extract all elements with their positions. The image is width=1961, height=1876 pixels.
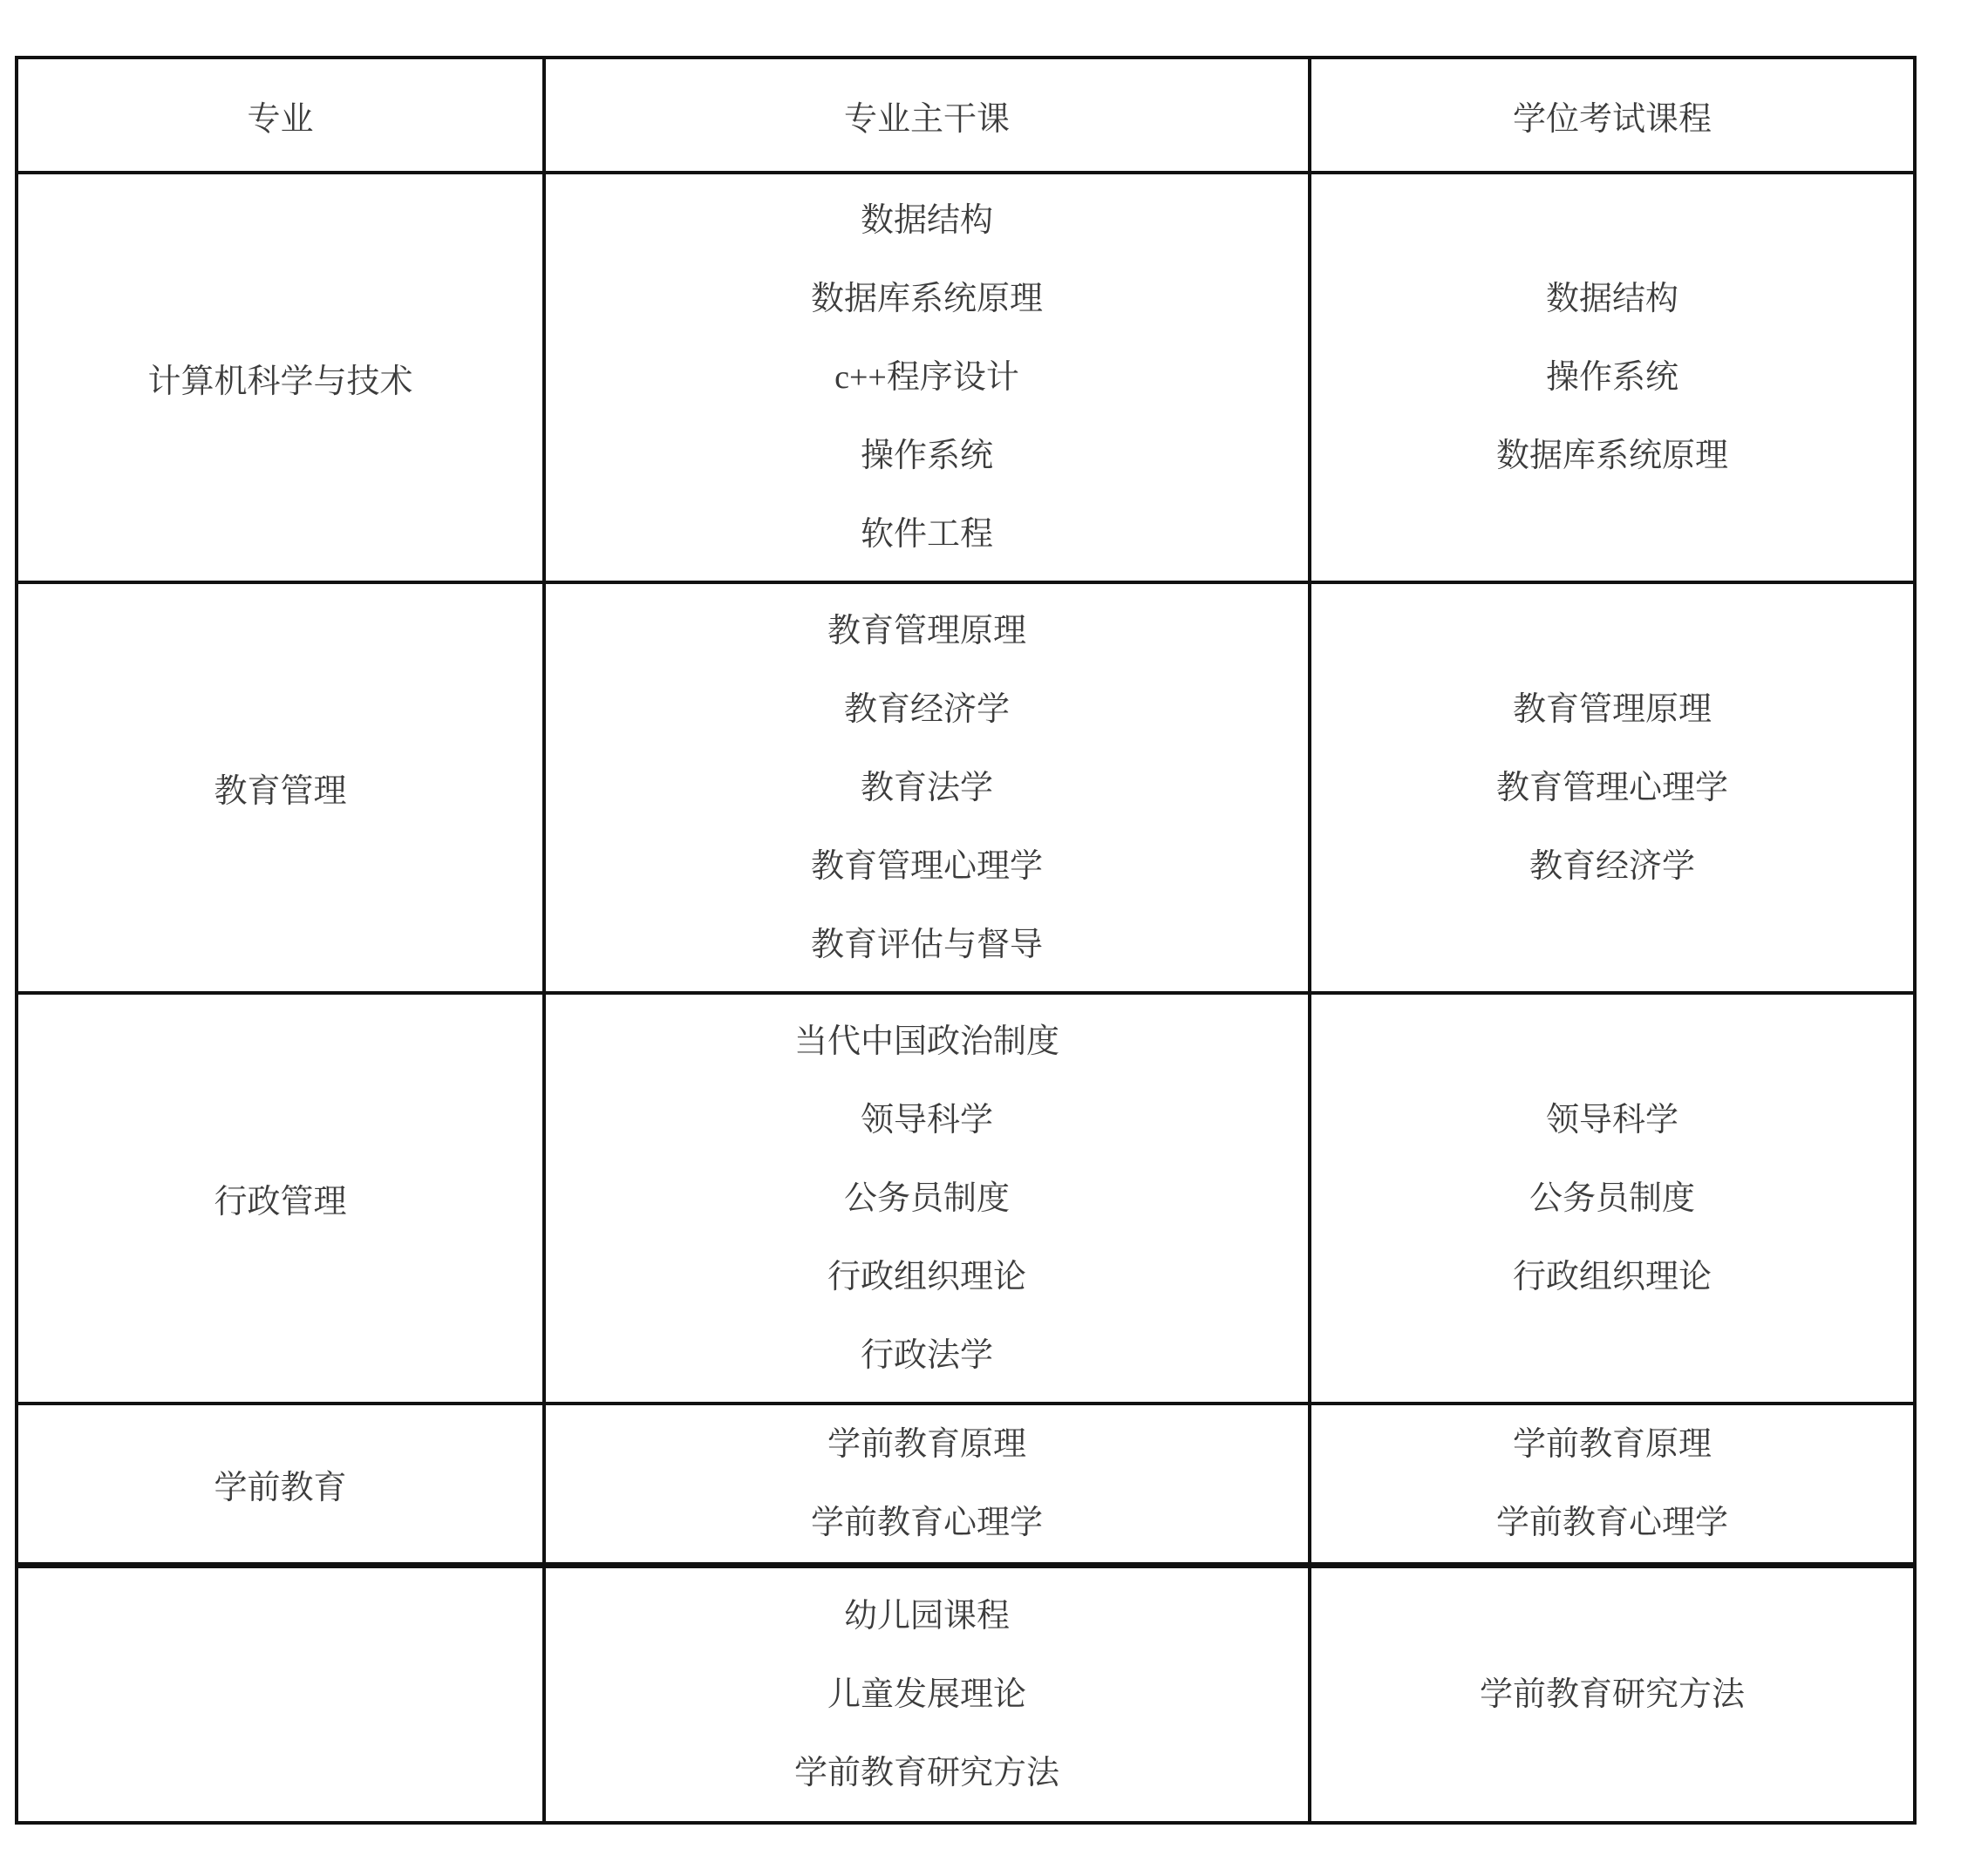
main-courses-cell bbox=[544, 993, 1310, 1404]
course-text: 行政组织理论 bbox=[827, 1258, 1026, 1295]
course-text: c++程序设计 bbox=[834, 359, 1019, 396]
degree-courses-cell bbox=[1310, 582, 1915, 993]
degree-courses-cell bbox=[1310, 1567, 1915, 1823]
header-major: 专业 bbox=[17, 58, 544, 173]
header-row bbox=[17, 58, 1915, 173]
header-degree-courses: 学位考试课程 bbox=[1310, 58, 1915, 173]
course-text: 教育法学 bbox=[860, 769, 993, 806]
course-text: 幼儿园课程 bbox=[843, 1598, 1010, 1635]
degree-courses-cell bbox=[1310, 173, 1915, 582]
course-text: 公务员制度 bbox=[1529, 1179, 1695, 1217]
main-courses-cell bbox=[544, 1404, 1310, 1564]
row-preschool-education bbox=[17, 1404, 1915, 1564]
row-administration-management bbox=[17, 993, 1915, 1404]
course-text: 操作系统 bbox=[1545, 359, 1678, 396]
main-courses-cell bbox=[544, 582, 1310, 993]
course-text: 行政法学 bbox=[860, 1336, 993, 1374]
course-text: 学前教育原理 bbox=[827, 1426, 1026, 1463]
course-text: 软件工程 bbox=[860, 516, 993, 553]
extra-row bbox=[17, 1567, 1915, 1823]
main-courses-cell bbox=[544, 1567, 1310, 1823]
preschool-extra-table bbox=[15, 1565, 1917, 1825]
course-text: 学前教育研究方法 bbox=[793, 1755, 1059, 1791]
course-text: 教育管理原理 bbox=[1512, 690, 1712, 728]
degree-courses-cell bbox=[1310, 993, 1915, 1404]
course-text: 教育管理心理学 bbox=[1495, 769, 1728, 806]
course-text: 学前教育心理学 bbox=[1495, 1505, 1728, 1541]
course-text: 操作系统 bbox=[860, 438, 993, 474]
course-text: 数据结构 bbox=[860, 202, 993, 239]
course-text: 数据库系统原理 bbox=[810, 281, 1043, 317]
course-text: 学前教育研究方法 bbox=[1479, 1676, 1745, 1713]
major-cell: 计算机科学与技术 bbox=[17, 173, 544, 582]
course-text: 教育评估与督导 bbox=[810, 926, 1043, 963]
course-text: 教育管理原理 bbox=[827, 612, 1026, 649]
course-text: 数据库系统原理 bbox=[1495, 438, 1728, 474]
course-text: 教育经济学 bbox=[843, 690, 1010, 728]
degree-courses-cell bbox=[1310, 1404, 1915, 1564]
course-text: 教育经济学 bbox=[1529, 847, 1695, 885]
course-text: 儿童发展理论 bbox=[827, 1676, 1026, 1713]
majors-courses-table bbox=[15, 56, 1917, 1566]
course-text: 学前教育心理学 bbox=[810, 1505, 1043, 1541]
course-text: 领导科学 bbox=[1545, 1101, 1678, 1139]
major-cell: 教育管理 bbox=[17, 582, 544, 993]
header-main-courses: 专业主干课 bbox=[544, 58, 1310, 173]
row-computer-science bbox=[17, 173, 1915, 582]
course-text: 领导科学 bbox=[860, 1101, 993, 1139]
main-courses-cell bbox=[544, 173, 1310, 582]
course-text: 学前教育原理 bbox=[1512, 1426, 1712, 1463]
course-text: 公务员制度 bbox=[843, 1179, 1010, 1217]
major-cell: 学前教育 bbox=[17, 1404, 544, 1564]
course-text: 行政组织理论 bbox=[1512, 1258, 1712, 1295]
major-cell-empty bbox=[17, 1567, 544, 1823]
row-education-management bbox=[17, 582, 1915, 993]
course-text: 教育管理心理学 bbox=[810, 847, 1043, 885]
major-cell: 行政管理 bbox=[17, 993, 544, 1404]
course-text: 当代中国政治制度 bbox=[793, 1023, 1059, 1060]
course-text: 数据结构 bbox=[1545, 281, 1678, 317]
